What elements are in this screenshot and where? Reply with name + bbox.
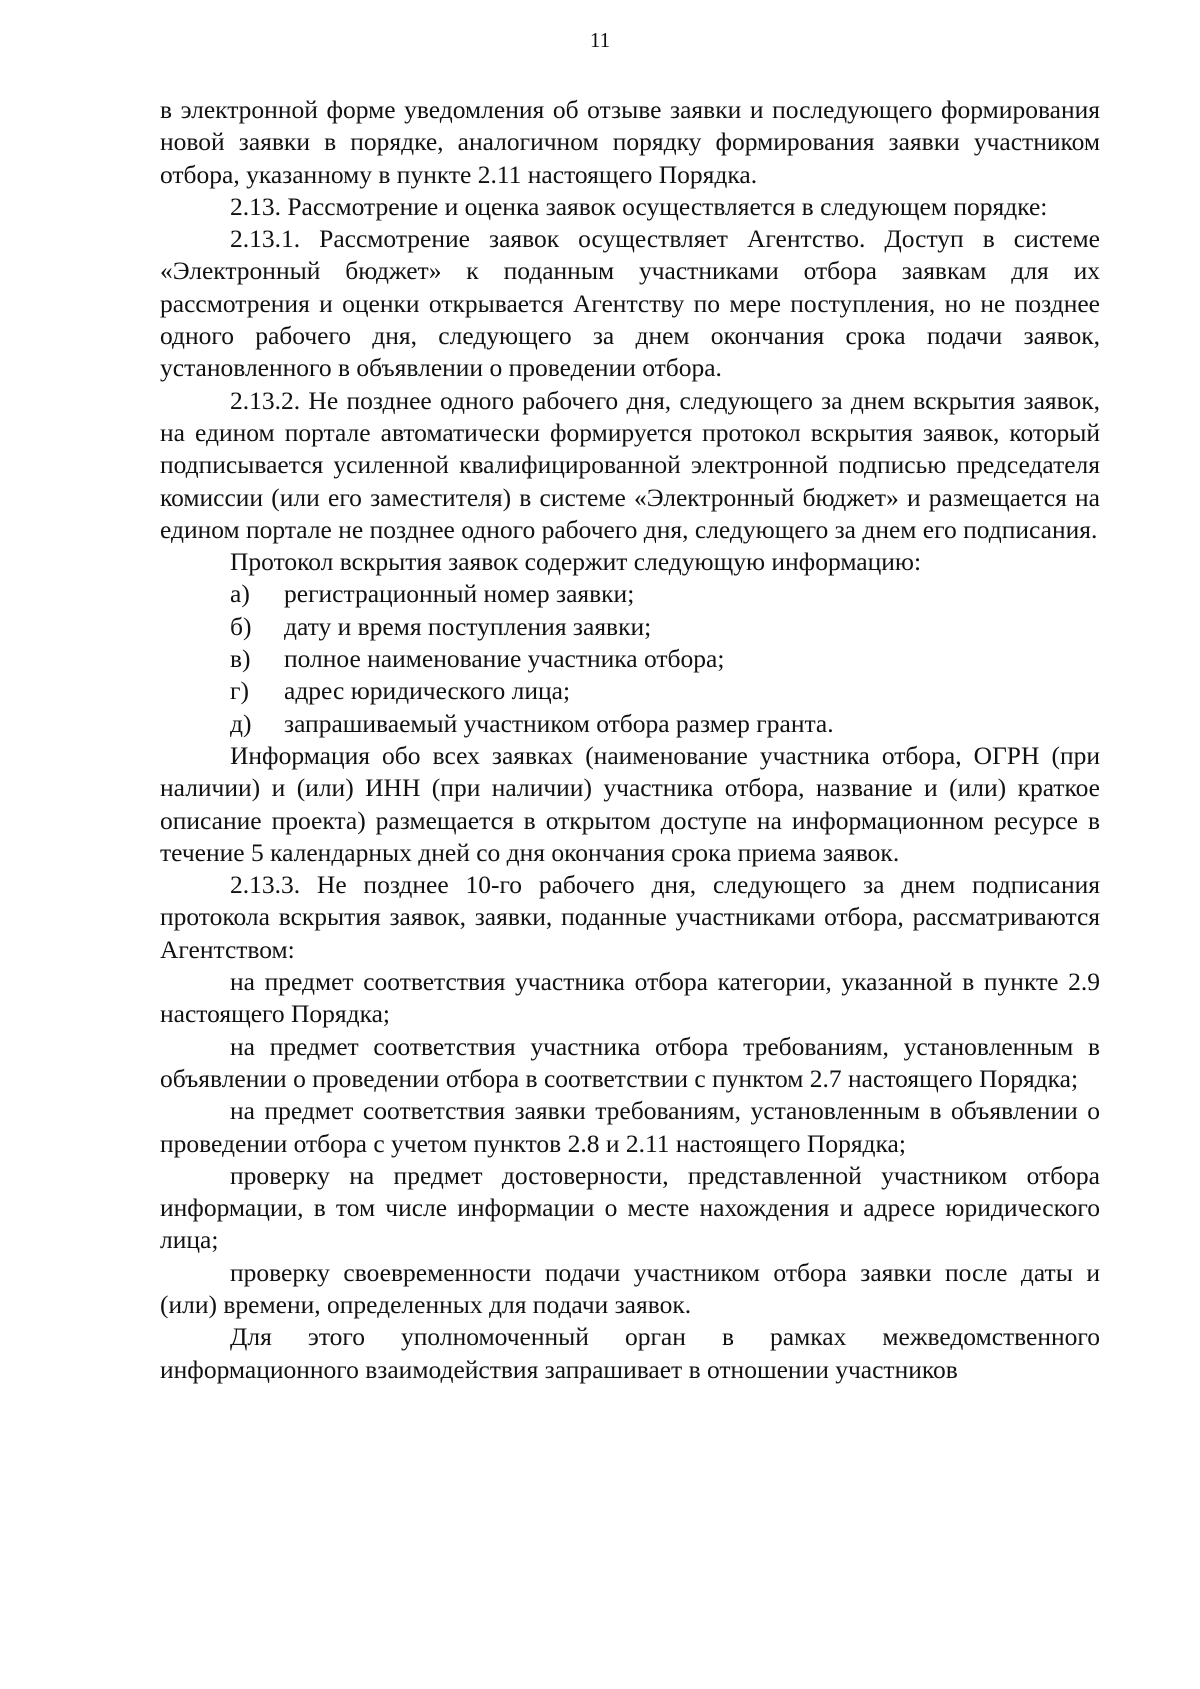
list-item xyxy=(160,643,1100,675)
document-body xyxy=(160,94,1100,1386)
list-item-marker: в) xyxy=(230,644,251,674)
list-item xyxy=(160,708,1100,740)
list-item-marker: г) xyxy=(230,676,249,706)
paragraph-2-13-1: 2.13.1. Рассмотрение заявок осуществляет Агентство. Доступ в системе «Электронный бюджет» к поданным участниками отбора заявкам для их рассмотрения и оценки открывается Агентству по мере поступления, но не позднее одного рабочего дня, следующего за днем окончания срока подачи заявок, установленного в объявлении о проведении отбора. xyxy=(160,224,1100,383)
list-item xyxy=(160,611,1100,643)
paragraph-check-requirements: на предмет соответствия участника отбора требованиям, установленным в объявлении о проведении отбора в соответствии с пунктом 2.7 настоящего Порядка; xyxy=(160,1031,1100,1093)
paragraph-2-13-3: 2.13.3. Не позднее 10-го рабочего дня, следующего за днем подписания протокола вскрытия заявок, заявки, поданные участниками отбора, рассматриваются Агентством: xyxy=(160,870,1100,964)
paragraph-protocol-contents: Протокол вскрытия заявок содержит следующую информацию: xyxy=(230,547,922,577)
list-item-text: дату и время поступления заявки; xyxy=(284,611,652,641)
list-item-text: адрес юридического лица; xyxy=(284,676,571,706)
list-item-text: регистрационный номер заявки; xyxy=(284,579,635,609)
paragraph-applications-info: Информация обо всех заявках (наименование участника отбора, ОГРН (при наличии) и (или) ИНН (при наличии) участника отбора, название и (или) краткое описание проекта) размещается в открытом доступе на информационном ресурсе в течение 5 календарных дней со дня окончания срока приема заявок. xyxy=(160,740,1100,867)
paragraph-check-timeliness: проверку своевременности подачи участником отбора заявки после даты и (или) времени, определенных для подачи заявок. xyxy=(160,1257,1100,1319)
paragraph-2-13-2: 2.13.2. Не позднее одного рабочего дня, следующего за днем вскрытия заявок, на едином портале автоматически формируется протокол вскрытия заявок, который подписывается усиленной квалифицированной электронной подписью председателя комиссии (или его заместителя) в системе «Электронный бюджет» и размещается на едином портале не позднее одного рабочего дня, следующего за днем его подписания. xyxy=(160,385,1100,544)
list-item-marker: б) xyxy=(230,611,252,641)
paragraph-interagency-request: Для этого уполномоченный орган в рамках межведомственного информационного взаимодействия запрашивает в отношении участников xyxy=(160,1322,1100,1384)
paragraph-check-reliability: проверку на предмет достоверности, представленной участником отбора информации, в том числе информации о месте нахождения и адресе юридического лица; xyxy=(160,1160,1100,1255)
paragraph-continuation: в электронной форме уведомления об отзыве заявки и последующего формирования новой заявки в порядке, аналогичном порядку формирования заявки участником отбора, указанному в пункте 2.11 настоящего Порядка. xyxy=(160,95,1100,189)
list-item xyxy=(160,578,1100,610)
list-item-marker: д) xyxy=(230,708,252,738)
list-item-text: запрашиваемый участником отбора размер гранта. xyxy=(284,708,834,738)
list-item-marker: а) xyxy=(230,579,250,609)
paragraph-2-13: 2.13. Рассмотрение и оценка заявок осуществляется в следующем порядке: xyxy=(230,191,1048,221)
list-item-text: полное наименование участника отбора; xyxy=(284,644,725,674)
list-item xyxy=(160,675,1100,707)
paragraph-check-application: на предмет соответствия заявки требованиям, установленным в объявлении о проведении отбора с учетом пунктов 2.8 и 2.11 настоящего Порядка; xyxy=(160,1096,1100,1158)
page-number: 11 xyxy=(589,28,611,52)
paragraph-check-category: на предмет соответствия участника отбора категории, указанной в пункте 2.9 настоящего Порядка; xyxy=(160,967,1100,1029)
